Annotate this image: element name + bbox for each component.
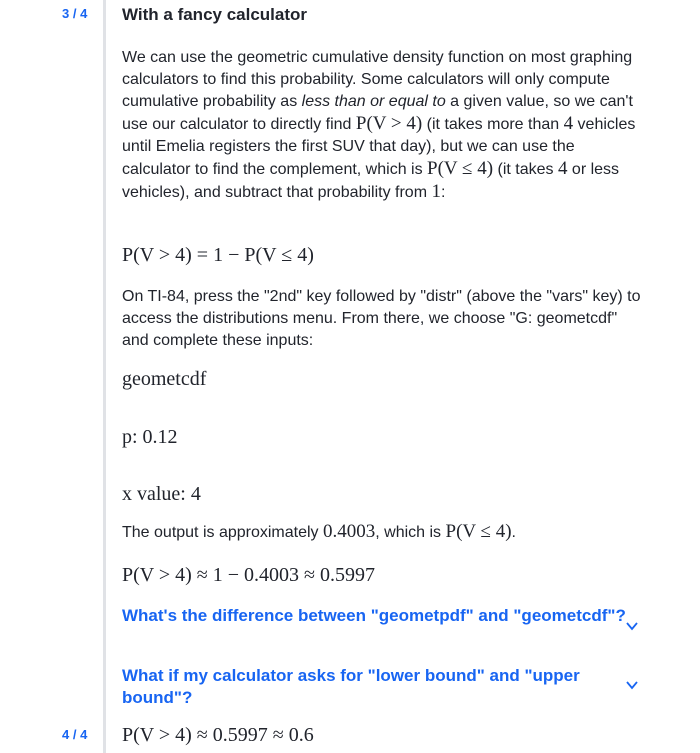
math-expression: 4 — [563, 113, 574, 134]
explanation-paragraph: We can use the geometric cumulative density function on most graphing calculators to find this probability. Some calculators will only compute cumulative probability as less than or equal to a given value, so we can't use our calculator to directly find P(V > 4) (it takes more than 4 vehicles until Emelia registers the first SUV that day), but we can use the calculator to find the complement, which is P(V ≤ 4) (it takes 4 or less vehicles), and subtract that probability from 1: — [122, 49, 636, 202]
output-paragraph: The output is approximately 0.4003, which is P(V ≤ 4). — [122, 521, 516, 542]
input-x-value: x value: 4 — [122, 483, 201, 505]
math-expression: P(V > 4) — [355, 113, 423, 134]
instructions-paragraph: On TI-84, press the "2nd" key followed by "distr" (above the "vars" key) to access the distributions menu. From there, we choose "G: geometcdf" and complete these inputs: — [122, 288, 641, 349]
expander-label: What if my calculator asks for "lower bound" and "upper bound"? — [122, 666, 580, 707]
math-expression: 0.4003 — [323, 521, 376, 542]
final-answer: P(V > 4) ≈ 0.5997 ≈ 0.6 — [122, 724, 314, 746]
expander-pdf-vs-cdf[interactable] — [122, 605, 642, 627]
math-expression: 1 — [431, 181, 441, 202]
equation-result: P(V > 4) ≈ 1 − 0.4003 ≈ 0.5997 — [122, 564, 376, 586]
math-expression: P(V ≤ 4) — [427, 158, 494, 179]
chevron-down-icon[interactable] — [625, 619, 639, 633]
input-function-name: geometcdf — [122, 368, 207, 390]
math-expression: 4 — [557, 158, 568, 179]
input-p-value: p: 0.12 — [122, 426, 178, 448]
expander-bounds[interactable] — [122, 665, 642, 709]
step-counter: 3 / 4 — [62, 6, 88, 21]
equation-complement: P(V > 4) = 1 − P(V ≤ 4) — [122, 244, 314, 266]
expander-label: What's the difference between "geometpdf" and "geometcdf"? — [122, 606, 626, 625]
chevron-down-icon[interactable] — [625, 678, 639, 692]
step-rail — [103, 0, 106, 712]
step-heading: With a fancy calculator — [122, 5, 308, 24]
math-expression: P(V ≤ 4) — [445, 521, 512, 542]
step-rail — [103, 712, 106, 753]
step-counter: 4 / 4 — [62, 727, 88, 742]
